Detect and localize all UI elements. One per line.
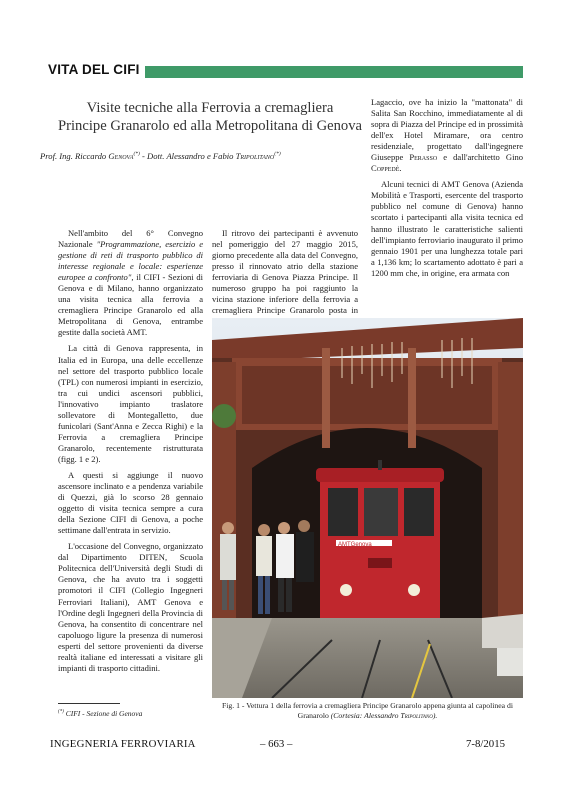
author-footnote-mark-2: (*) <box>274 151 281 158</box>
caption-text: Fig. 1 - Vettura 1 della ferrovia a cremagliera Principe Granarolo appena giunta al capolinea di Granarolo <box>221 701 513 720</box>
text-column-1 <box>58 228 203 679</box>
section-accent-bar <box>145 66 523 78</box>
article-title <box>40 100 380 135</box>
text-run: . <box>399 163 402 174</box>
text-column-3 <box>371 97 523 284</box>
author-name-2: Tripolitano <box>235 151 275 161</box>
paragraph: Alcuni tecnici di AMT Genova (Azienda Mobilità e Trasporti, esercente del trasporto pubblico nel comune di Genova) hanno scortato i partecipanti alla visita tecnica ed hanno illustrato le caratteristiche salienti dell'impianto ferroviario inaugurato il primo gennaio 1901 per una lunghezza totale pari a 1,136 km; lo scartamento adottato è pari a 1200 mm che, in origine, era armata con <box>371 179 523 278</box>
text-run: Nell'ambito del 6° Convegno Nazionale <box>58 228 203 250</box>
railcar-illustration <box>212 318 523 698</box>
paragraph: La città di Genova rappresenta, in Italia ed in Europa, una delle eccellenze nel settore del trasporto pubblico locale (TPL) con numerosi impianti in esercizio, tra cui undici ascensori pubblici, l'innovativo impianto traslatore sollevatore di Montegalletto, due funicolari (Sant'Anna e Zecca Righi) e la Ferrovia a cremagliera Principe Granarolo, recentemente ristrutturata (figg. 1 e 2). <box>58 343 203 464</box>
paragraph <box>371 97 523 174</box>
section-label: VITA DEL CIFI <box>48 62 140 77</box>
text-column-2 <box>212 228 358 332</box>
author-name-1: Genova <box>108 151 134 161</box>
tram-logo-text: AMTGenova <box>338 542 372 548</box>
conference-title: "Programmazione, esercizio e gestione di reti di trasporto pubblico di interesse regionale e locale: esperienze europee a confronto" <box>58 239 203 283</box>
tram-car <box>316 460 444 640</box>
caption-credit: (Cortesia: Alessandro Tripolitano). <box>330 710 438 720</box>
person-name: Perasso <box>409 152 438 163</box>
title-line-2: Principe Granarolo ed alla Metropolitana di Genova <box>58 117 362 134</box>
authors-line <box>40 151 380 161</box>
title-line-1: Visite tecniche alla Ferrovia a cremagliera <box>86 100 334 116</box>
footnote-mark: (*) <box>58 709 64 715</box>
paragraph: A questi si aggiunge il nuovo ascensore inclinato e a pendenza variabile di Quezzi, già lo scorso 28 gennaio oggetto di visita tecnica sempre a cura della Sezione CIFI di Genova, a poche settimane dall'entrata in servizio. <box>58 469 203 536</box>
journal-name: INGEGNERIA FERROVIARIA <box>50 738 196 750</box>
paragraph: L'occasione del Convegno, organizzato dal Dipartimento DITEN, Scuola Politecnica dell'Università degli Studi di Genova, che ha avuto tra i soggetti promotori il CIFI (Collegio Ingegneri Ferroviari Italiani), AMT Genova e l'Ordine degli Ingegneri della Provincia di Genova, ha consentito di concentrare nel capoluogo ligure la presenza di numerosi esperti del settore provenienti da diverse realtà italiane ed interessati a visitare gli impianti di trasporto cittadini. <box>58 541 203 673</box>
text-run: , il CIFI - Sezioni di Genova e di Milano, hanno organizzato una visita tecnica alla ferrovia a cremagliera Principe Granarolo ed alla Metropolitana di Genova, entrambe gestite dalla società AMT. <box>58 272 203 338</box>
person-name: Coppedè <box>371 163 400 174</box>
footnote <box>58 709 142 718</box>
figure-caption <box>212 701 523 720</box>
text-run: Lagaccio, ove ha inizio la "mattonata" di Salita San Rocchino, immediatamente al di sopra di Piazza del Principe ed in prossimità dell'ex Hotel Miramare, ora centro residenziale, progettato dall'ingegnere Giuseppe <box>371 97 523 163</box>
pillar <box>498 362 523 618</box>
footnote-text: CIFI - Sezione di Genova <box>63 709 143 718</box>
issue-number: 7-8/2015 <box>466 738 505 750</box>
authors-prefix: Prof. Ing. Riccardo <box>40 151 109 161</box>
figure-1-photo <box>212 318 523 698</box>
paragraph <box>58 228 203 338</box>
paragraph: Il ritrovo dei partecipanti è avvenuto nel pomeriggio del 27 maggio 2015, giorno precedente alla data del Convegno, presso il rinnovato atrio della stazione ferroviaria di Genova Piazza Principe. Il numeroso gruppo ha poi raggiunto la vicina stazione inferiore della ferrovia a cremagliera Principe Granarolo posta in <box>212 228 358 316</box>
page-number: – 663 – <box>260 738 293 750</box>
plant <box>212 404 236 428</box>
author-footnote-mark-1: (*) <box>133 151 140 158</box>
footnote-rule <box>58 703 120 704</box>
authors-mid: - Dott. Alessandro e Fabio <box>139 151 236 161</box>
text-run: e dall'architetto Gino <box>437 152 523 163</box>
